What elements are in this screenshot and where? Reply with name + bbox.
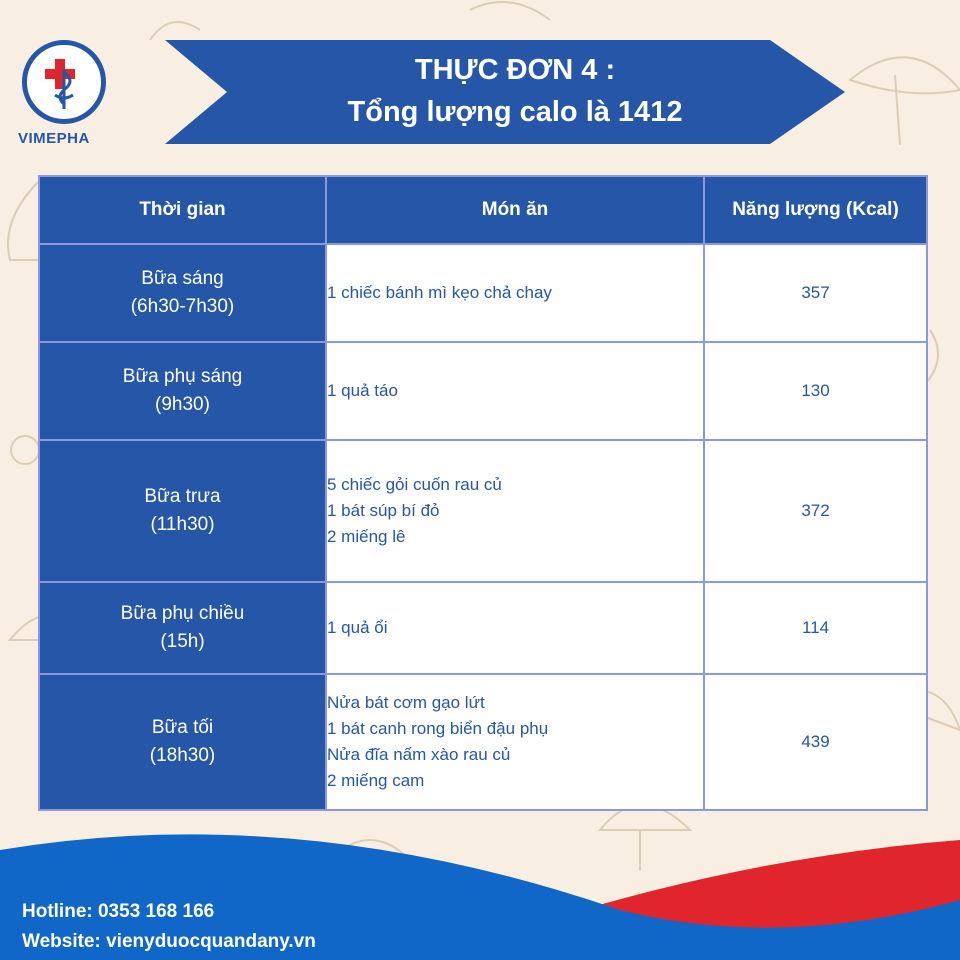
dish-cell [326, 244, 704, 342]
dish-item: 1 bát súp bí đỏ [327, 501, 440, 520]
dish-item: 2 miếng lê [327, 527, 406, 546]
kcal-cell: 372 [704, 440, 927, 582]
kcal-cell: 357 [704, 244, 927, 342]
dish-cell [326, 342, 704, 440]
table-row [39, 342, 927, 440]
table-row [39, 674, 927, 810]
dish-item: 2 miếng cam [327, 771, 425, 790]
meal-name: Bữa phụ chiều [120, 603, 245, 624]
kcal-cell: 439 [704, 674, 927, 810]
meal-time: (15h) [160, 631, 205, 652]
meal-name: Bữa trưa [144, 486, 221, 507]
header-energy: Năng lượng (Kcal) [704, 176, 927, 244]
table-row [39, 244, 927, 342]
vimepha-logo [18, 40, 118, 150]
dish-item: Nửa bát cơm gạo lứt [327, 693, 485, 712]
meal-time-cell [39, 582, 326, 674]
table-row [39, 582, 927, 674]
footer-wave [0, 820, 960, 960]
meal-time: (9h30) [155, 394, 210, 415]
meal-name: Bữa tối [151, 717, 214, 738]
logo-text: VIMEPHA [18, 130, 90, 147]
dish-cell [326, 674, 704, 810]
meal-time-cell [39, 244, 326, 342]
header-time: Thời gian [39, 176, 326, 244]
hotline-text: Hotline: 0353 168 166 [22, 901, 215, 922]
meal-plan-table [38, 175, 928, 811]
meal-time-cell [39, 342, 326, 440]
title-banner [165, 40, 845, 144]
meal-name: Bữa sáng [141, 268, 224, 289]
dish-item: 1 chiếc bánh mì kẹo chả chay [327, 283, 552, 302]
kcal-cell: 130 [704, 342, 927, 440]
meal-time: (18h30) [149, 745, 216, 766]
kcal-cell: 114 [704, 582, 927, 674]
banner-title-line2: Tổng lượng calo là 1412 [347, 96, 683, 128]
dish-item: Nửa đĩa nấm xào rau củ [327, 745, 511, 764]
table-row [39, 440, 927, 582]
meal-time-cell [39, 440, 326, 582]
dish-item: 1 quả ổi [327, 618, 388, 637]
logo-emblem [22, 40, 106, 124]
table-header-row [39, 176, 927, 244]
logo-cross-icon [27, 45, 101, 119]
header-dish: Món ăn [326, 176, 704, 244]
website-link[interactable]: Website: vienyduocquandany.vn [22, 931, 316, 952]
meal-name: Bữa phụ sáng [122, 366, 243, 387]
banner-title-line1: THỰC ĐƠN 4 : [414, 54, 616, 86]
dish-item: 1 bát canh rong biển đậu phụ [327, 719, 549, 738]
dish-cell [326, 440, 704, 582]
dish-item: 1 quả táo [327, 381, 398, 400]
meal-time-cell [39, 674, 326, 810]
dish-cell [326, 582, 704, 674]
meal-time: (6h30-7h30) [130, 296, 235, 317]
dish-item: 5 chiếc gỏi cuốn rau củ [327, 475, 502, 494]
meal-time: (11h30) [150, 514, 215, 535]
